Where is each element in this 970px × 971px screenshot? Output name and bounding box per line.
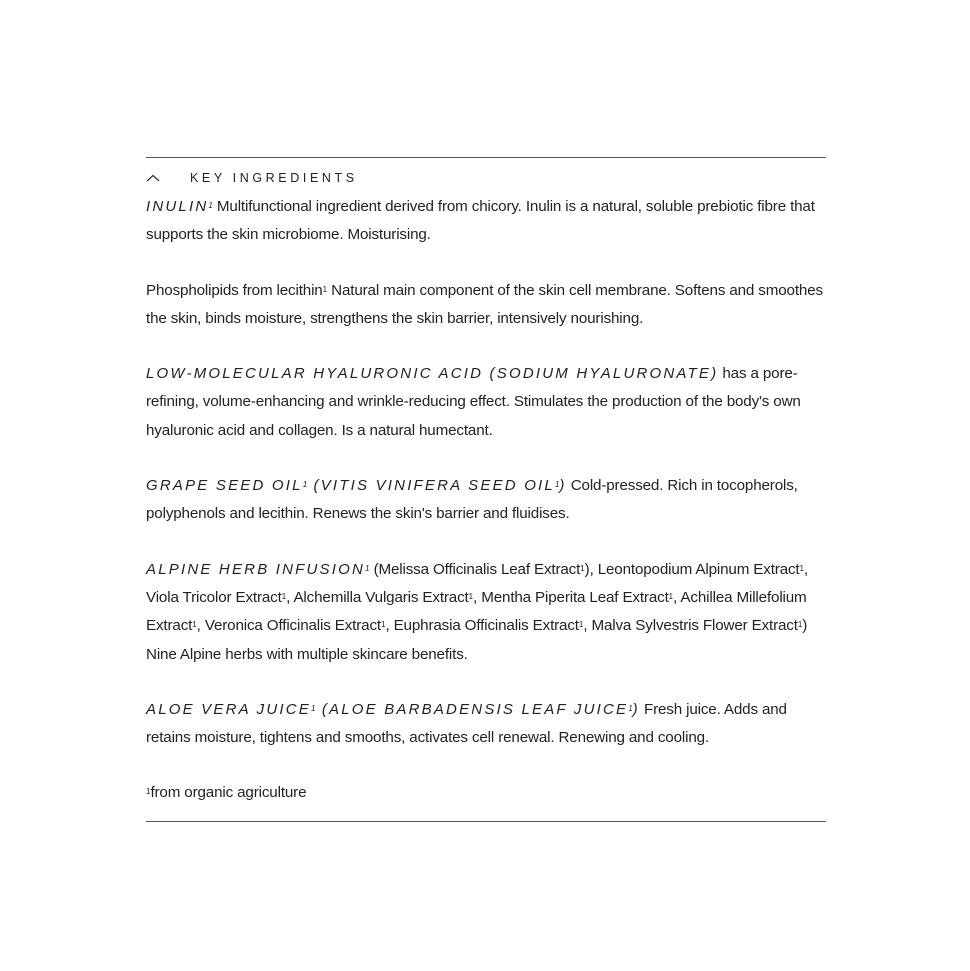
- ingredient-description: Nine Alpine herbs with multiple skincare benefits.: [146, 645, 468, 663]
- ingredient-name: Phospholipids from lecithin$^1$: [146, 281, 328, 299]
- ingredient-description: Natural main component of the skin cell membrane. Softens and smoothes the skin, binds moisture, strengthens the skin barrier, intensively nourishing.: [146, 281, 823, 327]
- extract-item: Mentha Piperita Leaf Extract$^1$: [481, 588, 674, 606]
- chevron-up-icon[interactable]: [146, 172, 162, 184]
- extract-item: Malva Sylvestris Flower Extract$^1$: [591, 617, 803, 635]
- extract-item: Melissa Officinalis Leaf Extract$^1$: [378, 560, 585, 578]
- ingredient-description: has a pore-refining, volume-enhancing and wrinkle-reducing effect. Stimulates the production of the body's own hyaluronic acid and collagen. Is a natural humectant.: [146, 365, 801, 439]
- ingredient-aloe-vera-juice: [146, 696, 826, 753]
- ingredient-description: Multifunctional ingredient derived from chicory. Inulin is a natural, soluble prebiotic fibre that supports the skin microbiome. Moisturising.: [146, 198, 815, 244]
- accordion-content: [146, 193, 826, 807]
- ingredient-hyaluronic-acid: [146, 360, 826, 445]
- ingredient-name: ALOE VERA JUICE$^1$ (ALOE BARBADENSIS LEAF JUICE$^1$): [146, 700, 640, 718]
- ingredient-alpine-herb-infusion: ALPINE HERB INFUSION$^1$ (Melissa Officinalis Leaf Extract$^1$), Leontopodium Alpinum Extract$^1$, Viola Tricolor Extract$^1$, Alchemilla Vulgaris Extract$^1$, Mentha Piperita Leaf Extract$^1$, Achillea Millefolium Extract$^1$, Veronica Officinalis Extract$^1$, Euphrasia Officinalis Extract$^1$, Malva Sylvestris Flower Extract$^1$) Nine Alpine herbs with multiple skincare benefits.: [146, 560, 809, 663]
- ingredient-inulin: [146, 193, 826, 250]
- ingredient-name: LOW-MOLECULAR HYALURONIC ACID (SODIUM HYALURONATE): [146, 365, 719, 383]
- extract-item: Viola Tricolor Extract$^1$: [146, 588, 287, 606]
- extract-item: Achillea Millefolium Extract$^1$: [146, 588, 807, 635]
- ingredient-phospholipids: [146, 277, 826, 334]
- extract-item: Veronica Officinalis Extract$^1$: [204, 617, 386, 635]
- extract-item: Leontopodium Alpinum Extract$^1$: [597, 560, 804, 578]
- extract-item: Euphrasia Officinalis Extract$^1$: [393, 617, 584, 635]
- ingredient-name: INULIN$^1$: [146, 198, 213, 215]
- bottom-divider: [146, 821, 826, 822]
- ingredient-grape-seed-oil: [146, 472, 826, 529]
- ingredient-name: GRAPE SEED OIL$^1$ (VITIS VINIFERA SEED OIL$^1$): [146, 477, 567, 495]
- ingredient-description: Fresh juice. Adds and retains moisture, tightens and smooths, activates cell renewal. Renewing and cooling.: [146, 700, 787, 747]
- accordion-header[interactable]: [146, 158, 826, 198]
- extract-item: Alchemilla Vulgaris Extract$^1$: [293, 588, 474, 606]
- key-ingredients-accordion: [146, 157, 826, 822]
- accordion-title: KEY INGREDIENTS: [190, 171, 358, 185]
- ingredient-name: ALPINE HERB INFUSION$^1$: [146, 560, 370, 578]
- ingredient-description: Cold-pressed. Rich in tocopherols, polyphenols and lecithin. Renews the skin's barrier and fluidises.: [146, 477, 798, 523]
- footnote: $^1$from organic agriculture: [146, 784, 307, 802]
